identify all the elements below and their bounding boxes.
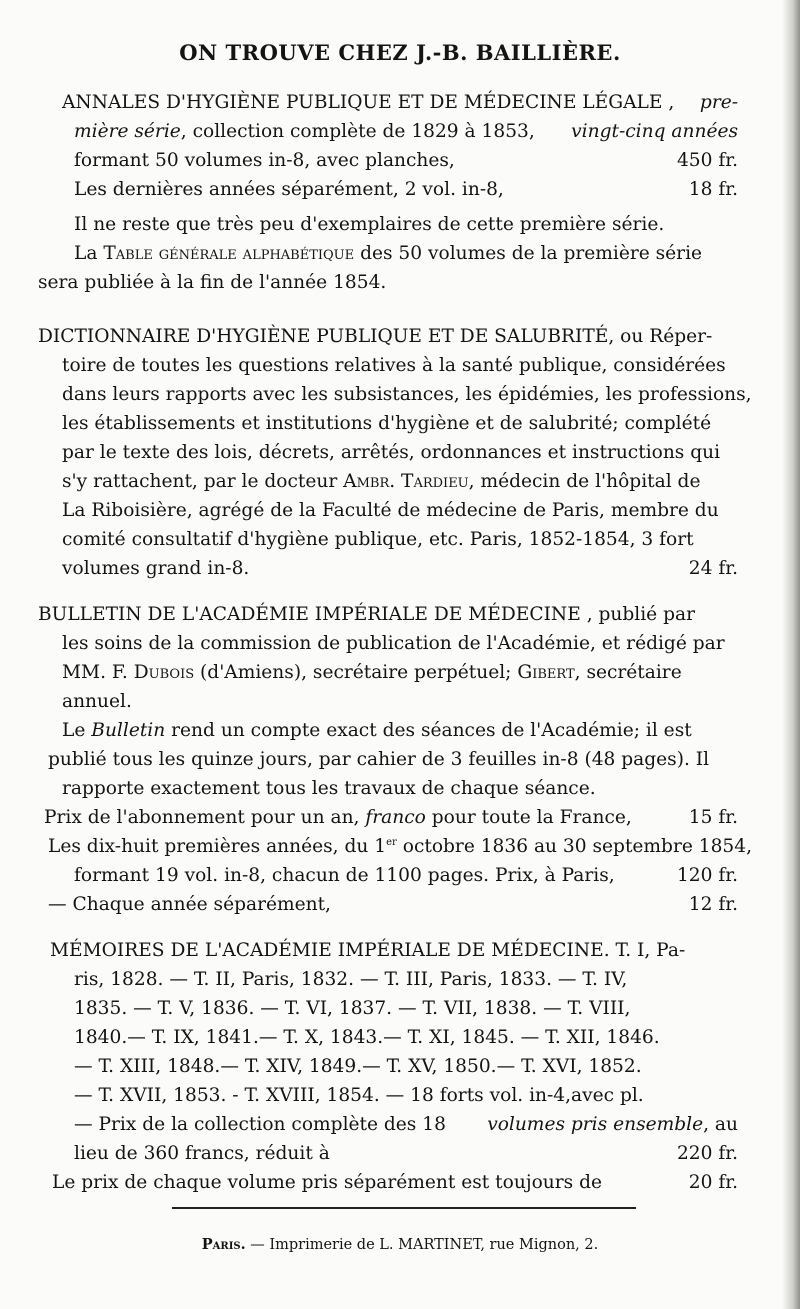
memoires-prix: — Prix de la collection complète des 18 (74, 1114, 446, 1135)
dict-line-8: comité consultatif d'hygiène publique, etc. Paris, 1852-1854, 3 fort (62, 529, 694, 550)
memoires-au: , au (703, 1114, 738, 1135)
bulletin-years-b: octobre 1836 au 30 septembre 1854, (402, 836, 752, 857)
bulletin-years-a: Les dix-huit premières années, du 1 (48, 836, 387, 857)
memoires-ensemble: volumes pris ensemble (487, 1114, 704, 1135)
memoires-line-2: ris, 1828. — T. II, Paris, 1832. — T. III, Paris, 1833. — T. IV, (74, 969, 628, 990)
bulletin-compte: rend un compte exact des séances de l'Académie; il est (171, 720, 692, 741)
memoires-each-volume: Le prix de chaque volume pris séparément est toujours de (52, 1172, 603, 1193)
memoires-line-9 (38, 1168, 738, 1197)
annales-line-3 (38, 146, 738, 175)
bulletin-price-collection: 120 fr. (676, 865, 738, 886)
bulletin-line-6: publié tous les quinze jours, par cahier de 3 feuilles in-8 (48 pages). Il (48, 749, 710, 770)
dict-author-b: , médecin de l'hôpital de (468, 471, 701, 492)
annales-series: mière série (74, 121, 181, 142)
memoires-price-collection: 220 fr. (676, 1143, 738, 1164)
dict-line-4: les établissements et institutions d'hygiène et de salubrité; complété (62, 413, 712, 434)
dict-format: volumes grand in-8. (62, 558, 250, 579)
bulletin-line-4: annuel. (62, 691, 132, 712)
bulletin-line-9 (38, 832, 752, 861)
bulletin-france: pour toute la France, (431, 807, 632, 828)
memoires-line-8 (38, 1139, 738, 1168)
dict-author-a: s'y rattachent, par le docteur (62, 471, 338, 492)
annales-line-5: Il ne reste que très peu d'exemplaires de cette première série. (74, 214, 665, 235)
bulletin-years-sup: er (386, 836, 397, 848)
dict-line-3: dans leurs rapports avec les subsistances, les épidémies, les professions, (62, 384, 752, 405)
bulletin-abonnement: Prix de l'abonnement pour un an, (44, 807, 360, 828)
dict-line-5: par le texte des lois, décrets, arrêtés, ordonnances et instructions qui (62, 442, 721, 463)
page-heading: ON TROUVE CHEZ J.-B. BAILLIÈRE. (179, 40, 621, 65)
entry-annales (38, 88, 738, 297)
bulletin-dubois: Dubois (133, 662, 195, 683)
bulletin-amiens: (d'Amiens), secrétaire perpétuel; (200, 662, 512, 683)
bulletin-secretaire: , secrétaire (574, 662, 682, 683)
dict-line-9 (38, 554, 738, 583)
dict-line-1: DICTIONNAIRE D'HYGIÈNE PUBLIQUE ET DE SALUBRITÉ, ou Réper- (38, 326, 713, 347)
footer-rule (172, 1207, 636, 1209)
bulletin-line-11 (38, 890, 738, 919)
bulletin-line-1: BULLETIN DE L'ACADÉMIE IMPÉRIALE DE MÉDECINE , publié par (38, 604, 695, 625)
annales-collection: , collection complète de 1829 à 1853, (180, 121, 535, 142)
memoires-line-4: 1840.— T. IX, 1841.— T. X, 1843.— T. XI, 1845. — T. XII, 1846. (74, 1027, 660, 1048)
annales-line-6 (38, 239, 738, 268)
printer-imprint (0, 1236, 800, 1253)
memoires-reduit: lieu de 360 francs, réduit à (74, 1143, 330, 1164)
dict-line-2: toire de toutes les questions relatives à la santé publique, considérées (62, 355, 726, 376)
page-edge-shadow (782, 0, 800, 1309)
annales-title-ital: pre- (699, 92, 738, 113)
annales-title: ANNALES D'HYGIÈNE PUBLIQUE ET DE MÉDECINE LÉGALE , (62, 92, 675, 113)
bulletin-line-7: rapporte exactement tous les travaux de chaque séance. (62, 778, 596, 799)
annales-line-4 (38, 175, 738, 204)
memoires-line-7 (38, 1110, 738, 1139)
bulletin-franco: franco (365, 807, 426, 828)
bulletin-price-year: 12 fr. (688, 894, 738, 915)
annales-separate: Les dernières années séparément, 2 vol. in-8, (74, 179, 504, 200)
dict-price: 24 fr. (688, 558, 738, 579)
annales-years: vingt-cinq années (571, 121, 738, 142)
annales-price-full: 450 fr. (676, 150, 738, 171)
memoires-line-1: MÉMOIRES DE L'ACADÉMIE IMPÉRIALE DE MÉDECINE. T. I, Pa- (50, 940, 686, 961)
dict-line-7: La Riboisière, agrégé de la Faculté de médecine de Paris, membre du (62, 500, 719, 521)
bulletin-format: formant 19 vol. in-8, chacun de 1100 pages. Prix, à Paris, (74, 865, 615, 886)
entry-memoires (38, 936, 738, 1197)
bulletin-each-year: — Chaque année séparément, (48, 894, 331, 915)
bulletin-line-5 (38, 716, 738, 745)
bulletin-le: Le (62, 720, 86, 741)
annales-table-a: La (74, 243, 98, 264)
dict-author-name: Ambr. Tardieu (343, 471, 469, 492)
bulletin-line-2: les soins de la commission de publication de l'Académie, et rédigé par (62, 633, 725, 654)
memoires-line-3: 1835. — T. V, 1836. — T. VI, 1837. — T. VII, 1838. — T. VIII, (74, 998, 631, 1019)
annales-line-1 (38, 88, 738, 117)
bulletin-line-8 (38, 803, 738, 832)
memoires-line-6: — T. XVII, 1853. - T. XVIII, 1854. — 18 forts vol. in-4,avec pl. (74, 1085, 644, 1106)
annales-volumes: formant 50 volumes in-8, avec planches, (74, 150, 455, 171)
bulletin-price-subscription: 15 fr. (688, 807, 738, 828)
annales-price-separate: 18 fr. (688, 179, 738, 200)
memoires-price-volume: 20 fr. (688, 1172, 738, 1193)
bulletin-line-10 (38, 861, 738, 890)
bulletin-mm: MM. F. (62, 662, 128, 683)
imprint-text: — Imprimerie de L. MARTINET, rue Mignon, 2. (250, 1237, 599, 1253)
entry-bulletin (38, 600, 752, 919)
memoires-line-5: — T. XIII, 1848.— T. XIV, 1849.— T. XV, 1850.— T. XVI, 1852. (74, 1056, 642, 1077)
bulletin-name: Bulletin (91, 720, 166, 741)
annales-table-b: des 50 volumes de la première série (360, 243, 703, 264)
entry-dictionnaire (38, 322, 752, 583)
annales-table-title: Table générale alphabétique (103, 243, 355, 264)
annales-line-2 (38, 117, 738, 146)
bulletin-line-3 (38, 658, 738, 687)
annales-line-7: sera publiée à la fin de l'année 1854. (38, 272, 387, 293)
imprint-city: Paris. (201, 1236, 246, 1253)
dict-line-6 (38, 467, 738, 496)
bulletin-gibert: Gibert (517, 662, 575, 683)
